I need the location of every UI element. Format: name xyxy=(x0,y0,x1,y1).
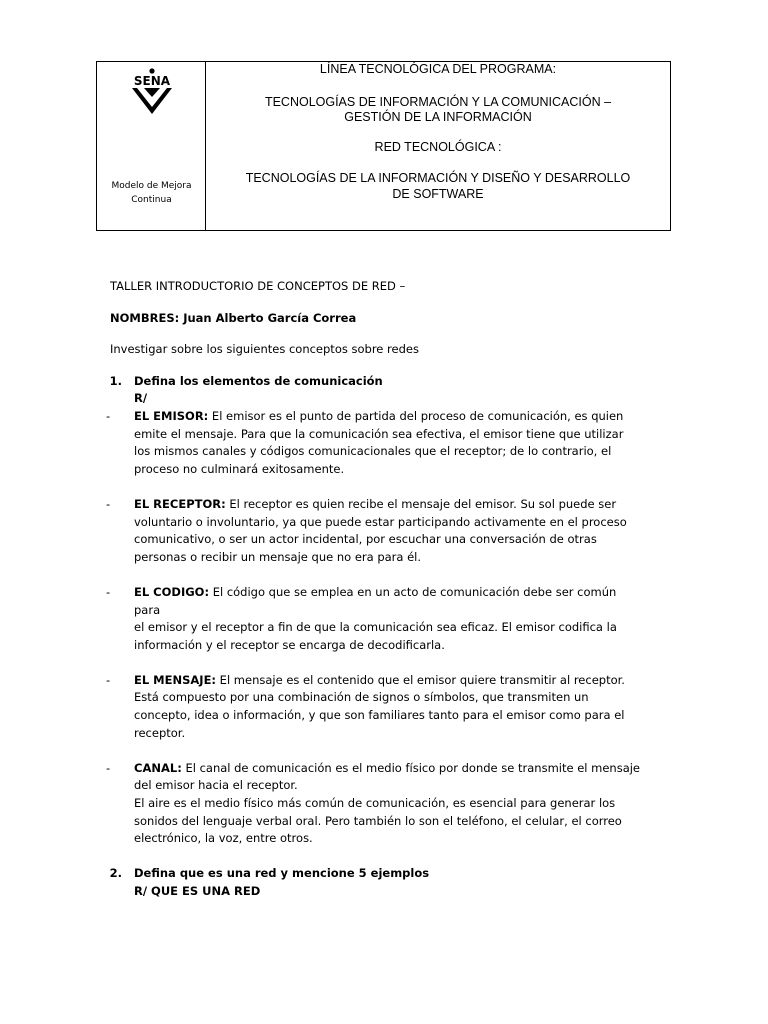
element-term: EL MENSAJE: xyxy=(134,672,217,687)
element-description-line: El código que se emplea en un acto de comunicación debe ser común para xyxy=(134,584,617,617)
element-term: EL CODIGO: xyxy=(134,584,210,599)
element-definition xyxy=(106,408,670,478)
element-term: EL EMISOR: xyxy=(134,408,209,423)
element-term: EL RECEPTOR: xyxy=(134,496,226,511)
logo-cell xyxy=(97,62,206,230)
element-definition xyxy=(106,672,670,742)
sena-logo-icon xyxy=(126,68,178,118)
element-description-line: sonidos del lenguaje verbal oral. Pero también lo son el teléfono, el celular, el correo xyxy=(134,813,622,828)
title-cell xyxy=(206,62,670,230)
question-2 xyxy=(98,865,670,883)
question-number: 1. xyxy=(109,373,122,388)
element-definition xyxy=(106,496,670,566)
linea-label: LÍNEA TECNOLÓGICA DEL PROGRAMA: xyxy=(319,62,557,76)
logo-caption-line-2: Continua xyxy=(131,195,172,205)
element-description-line: electrónico, la voz, entre otros. xyxy=(134,831,313,846)
question-number: 2. xyxy=(109,866,122,881)
logo-caption-line-1: Modelo de Mejora xyxy=(111,181,192,191)
document-body xyxy=(106,278,670,901)
element-definition xyxy=(106,584,670,654)
sena-logo-text: SENA xyxy=(133,74,171,88)
question-1 xyxy=(98,373,670,391)
element-description-line: proceso no culminará exitosamente. xyxy=(134,461,345,476)
element-description-line: El receptor es quien recibe el mensaje del emisor. Su sol puede ser xyxy=(225,496,617,511)
list-dash: - xyxy=(106,760,111,775)
student-names: NOMBRES: Juan Alberto García Correa xyxy=(110,310,357,325)
element-description-line: comunicativo, o ser un actor incidental, por escuchar una conversación de otras xyxy=(134,532,597,547)
list-dash: - xyxy=(106,584,111,599)
document-title: TALLER INTRODUCTORIO DE CONCEPTOS DE RED – xyxy=(110,279,406,293)
answer-text: R/ QUE ES UNA RED xyxy=(134,884,261,898)
red-value-line-1: TECNOLOGÍAS DE LA INFORMACIÓN Y DISEÑO Y DESARROLLO xyxy=(245,171,631,185)
element-description-line: El aire es el medio físico más común de comunicación, es esencial para generar los xyxy=(134,796,616,811)
element-description-line: concepto, idea o información, y que son familiares tanto para el emisor como para el xyxy=(134,708,625,723)
element-description-line: personas o recibir un mensaje que no era para él. xyxy=(134,549,422,564)
answer-prefix: R/ xyxy=(134,391,148,406)
element-description-line: receptor. xyxy=(134,725,186,740)
question-text: Defina que es una red y mencione 5 ejemplos xyxy=(134,866,430,881)
document-header-table xyxy=(96,61,671,231)
element-description-line: los mismos canales y códigos comunicacionales que el receptor; de lo contrario, el xyxy=(134,444,612,459)
element-description-line: información y el receptor se encarga de decodificarla. xyxy=(134,637,445,652)
list-dash: - xyxy=(106,672,111,687)
red-label: RED TECNOLÓGICA : xyxy=(374,140,502,154)
element-description-line: Está compuesto por una combinación de signos o símbolos, que transmiten un xyxy=(134,690,589,705)
element-description-line: voluntario o involuntario, ya que puede estar participando activamente en el proceso xyxy=(134,514,627,529)
question-text: Defina los elementos de comunicación xyxy=(134,373,383,388)
element-description-line: del emisor hacia el receptor. xyxy=(134,778,298,793)
list-dash: - xyxy=(106,496,111,511)
linea-value-line-1: TECNOLOGÍAS DE INFORMACIÓN Y LA COMUNICACIÓN – xyxy=(264,95,612,109)
element-description-line: El emisor es el punto de partida del proceso de comunicación, es quien xyxy=(208,408,624,423)
red-value-line-2: DE SOFTWARE xyxy=(392,187,484,201)
element-definition xyxy=(106,760,670,848)
element-term: CANAL: xyxy=(134,760,182,775)
linea-value-line-2: GESTIÓN DE LA INFORMACIÓN xyxy=(344,110,532,124)
elements-list xyxy=(106,408,670,848)
intro-text: Investigar sobre los siguientes conceptos sobre redes xyxy=(110,342,419,357)
element-description-line: emite el mensaje. Para que la comunicación sea efectiva, el emisor tiene que utilizar xyxy=(134,426,624,441)
logo-caption xyxy=(97,179,206,207)
list-dash: - xyxy=(106,408,111,423)
element-description-line: El canal de comunicación es el medio físico por donde se transmite el mensaje xyxy=(181,760,641,775)
element-description-line: El mensaje es el contenido que el emisor quiere transmitir al receptor. xyxy=(216,672,625,687)
element-description-line: el emisor y el receptor a fin de que la comunicación sea eficaz. El emisor codifica la xyxy=(134,620,617,635)
